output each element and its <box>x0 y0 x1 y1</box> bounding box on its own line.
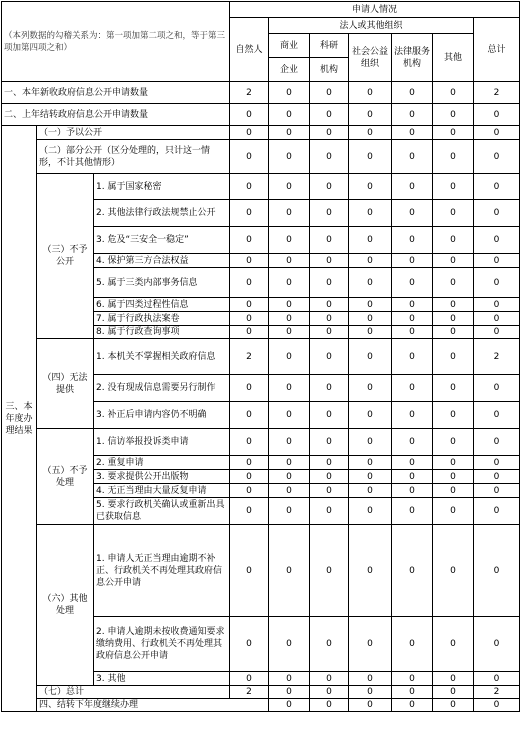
row-label: 四、结转下年度继续办理 <box>37 699 269 712</box>
cell-commercial: 0 <box>269 326 310 339</box>
row-unavailable-1 <box>2 339 520 375</box>
legal-group-header: 法人或其他组织 <box>269 18 474 34</box>
cell-legal-service: 0 <box>433 699 474 712</box>
cell-other: 0 <box>433 298 474 312</box>
cell-social-welfare: 0 <box>349 672 392 686</box>
cell-legal-service: 0 <box>392 82 433 104</box>
cell-legal-service: 0 <box>392 174 433 200</box>
cell-total: 0 <box>474 104 520 126</box>
cell-other: 0 <box>433 200 474 227</box>
cell-natural-person: 0 <box>230 126 269 140</box>
row-carried-over <box>2 104 520 126</box>
row-label: 7. 属于行政执法案卷 <box>94 312 230 326</box>
row-label: （七）总计 <box>37 686 230 699</box>
row-label: 8. 属于行政查询事项 <box>94 326 230 339</box>
cell-social-welfare: 0 <box>349 429 392 456</box>
cell-commercial: 0 <box>269 268 310 298</box>
cell-commercial: 0 <box>269 429 310 456</box>
cell-legal-service: 0 <box>392 617 433 672</box>
row-not-disclosed-1 <box>2 174 520 200</box>
cell-legal-service: 0 <box>392 525 433 617</box>
cell-total: 2 <box>474 339 520 375</box>
cell-social-welfare: 0 <box>349 174 392 200</box>
cell-legal-service: 0 <box>392 672 433 686</box>
row-not-processed-1 <box>2 429 520 456</box>
cell-natural-person: 0 <box>230 140 269 174</box>
cell-social-welfare: 0 <box>349 402 392 429</box>
cell-other: 0 <box>433 227 474 254</box>
legal-service-header: 法律服务机构 <box>392 34 433 82</box>
cell-legal-service: 0 <box>392 402 433 429</box>
cell-natural-person: 0 <box>230 375 269 402</box>
cell-natural-person: 0 <box>230 312 269 326</box>
cell-commercial: 0 <box>269 254 310 268</box>
cell-commercial: 0 <box>269 200 310 227</box>
cell-total: 0 <box>474 140 520 174</box>
cell-research: 0 <box>310 686 349 699</box>
cell-social-welfare: 0 <box>349 617 392 672</box>
cell-natural-person: 0 <box>230 104 269 126</box>
row-other-processing-1 <box>2 525 520 617</box>
cell-total: 0 <box>474 456 520 470</box>
cell-commercial: 0 <box>269 312 310 326</box>
cell-total: 0 <box>474 484 520 498</box>
cell-other: 0 <box>433 470 474 484</box>
row-label: 3. 补正后申请内容仍不明确 <box>94 402 230 429</box>
cell-research: 0 <box>310 312 349 326</box>
cell-social-welfare: 0 <box>349 339 392 375</box>
cell-natural-person: 0 <box>230 227 269 254</box>
row-label: 二、上年结转政府信息公开申请数量 <box>2 104 230 126</box>
cell-natural-person: 0 <box>230 484 269 498</box>
cell-other: 0 <box>474 699 520 712</box>
cell-legal-service: 0 <box>392 686 433 699</box>
cell-natural-person: 2 <box>230 686 269 699</box>
cell-research: 0 <box>310 402 349 429</box>
cell-social-welfare: 0 <box>349 200 392 227</box>
cell-legal-service: 0 <box>392 498 433 525</box>
cell-legal-service: 0 <box>392 227 433 254</box>
row-label: 4. 无正当理由大量反复申请 <box>94 484 230 498</box>
cell-other: 0 <box>433 82 474 104</box>
cell-legal-service: 0 <box>392 339 433 375</box>
cell-social-welfare: 0 <box>349 498 392 525</box>
cell-natural-person: 0 <box>230 174 269 200</box>
cell-research: 0 <box>310 617 349 672</box>
cell-other: 0 <box>433 126 474 140</box>
cell-commercial: 0 <box>269 456 310 470</box>
cell-other: 0 <box>433 339 474 375</box>
cell-research: 0 <box>310 484 349 498</box>
cell-other: 0 <box>433 498 474 525</box>
cell-social-welfare: 0 <box>349 298 392 312</box>
row-label: （一）予以公开 <box>37 126 230 140</box>
cell-social-welfare: 0 <box>349 326 392 339</box>
cell-other: 0 <box>433 254 474 268</box>
cell-research: 0 <box>310 82 349 104</box>
cell-legal-service: 0 <box>392 429 433 456</box>
row-label: 2. 其他法律行政法规禁止公开 <box>94 200 230 227</box>
row-label: 5. 属于三类内部事务信息 <box>94 268 230 298</box>
row-label: 5. 要求行政机关确认或重新出具已获取信息 <box>94 498 230 525</box>
cell-research: 0 <box>310 126 349 140</box>
row-new-requests <box>2 82 520 104</box>
cell-research: 0 <box>310 339 349 375</box>
cell-other: 0 <box>433 268 474 298</box>
cell-commercial: 0 <box>269 140 310 174</box>
total-header: 总计 <box>474 18 520 82</box>
cell-total: 0 <box>474 126 520 140</box>
cell-natural-person: 0 <box>230 429 269 456</box>
cell-commercial: 0 <box>269 484 310 498</box>
cell-social-welfare: 0 <box>349 484 392 498</box>
cell-other: 0 <box>433 456 474 470</box>
cell-legal-service: 0 <box>392 484 433 498</box>
row-label: 2. 没有现成信息需要另行制作 <box>94 375 230 402</box>
research-header-bottom: 机构 <box>310 58 349 82</box>
cell-commercial: 0 <box>269 525 310 617</box>
cell-natural-person: 0 <box>230 470 269 484</box>
cell-total: 0 <box>474 326 520 339</box>
cell-natural-person: 2 <box>230 82 269 104</box>
cell-legal-service: 0 <box>392 312 433 326</box>
row-label: 一、本年新收政府信息公开申请数量 <box>2 82 230 104</box>
header-note: （本列数据的勾稽关系为：第一项加第二项之和，等于第三项加第四项之和） <box>2 2 230 82</box>
row-label: 3. 其他 <box>94 672 230 686</box>
cell-legal-service: 0 <box>392 200 433 227</box>
cell-total: 0 <box>474 672 520 686</box>
row-label: 4. 保护第三方合法权益 <box>94 254 230 268</box>
cell-legal-service: 0 <box>392 104 433 126</box>
row-label: 1. 信访举报投诉类申请 <box>94 429 230 456</box>
cell-total: 0 <box>474 470 520 484</box>
cell-other: 0 <box>433 104 474 126</box>
group-not-disclosed-label: （三）不予公开 <box>37 174 94 339</box>
cell-social-welfare: 0 <box>349 126 392 140</box>
cell-natural-person: 0 <box>230 298 269 312</box>
cell-commercial: 0 <box>269 498 310 525</box>
cell-research: 0 <box>310 227 349 254</box>
cell-legal-service: 0 <box>392 254 433 268</box>
cell-social-welfare: 0 <box>349 456 392 470</box>
cell-commercial: 0 <box>269 686 310 699</box>
cell-social-welfare: 0 <box>349 82 392 104</box>
cell-natural-person: 0 <box>230 672 269 686</box>
cell-legal-service: 0 <box>392 126 433 140</box>
cell-commercial: 0 <box>269 104 310 126</box>
row-label: 1. 申请人无正当理由逾期不补正、行政机关不再处理其政府信息公开申请 <box>94 525 230 617</box>
cell-legal-service: 0 <box>392 456 433 470</box>
cell-total: 0 <box>474 429 520 456</box>
cell-total: 0 <box>474 312 520 326</box>
cell-natural-person: 0 <box>230 456 269 470</box>
cell-social-welfare: 0 <box>349 104 392 126</box>
cell-research: 0 <box>310 375 349 402</box>
cell-natural-person: 0 <box>230 254 269 268</box>
natural-person-header: 自然人 <box>230 18 269 82</box>
cell-total: 0 <box>474 254 520 268</box>
cell-social-welfare: 0 <box>349 227 392 254</box>
cell-other: 0 <box>433 686 474 699</box>
cell-other: 0 <box>433 429 474 456</box>
social-welfare-header: 社会公益组织 <box>349 34 392 82</box>
cell-commercial: 0 <box>269 375 310 402</box>
cell-natural-person: 0 <box>230 326 269 339</box>
cell-research: 0 <box>310 140 349 174</box>
cell-other: 0 <box>433 312 474 326</box>
cell-research: 0 <box>310 470 349 484</box>
cell-research: 0 <box>310 525 349 617</box>
row-label: （二）部分公开（区分处理的，只计这一情形，不计其他情形） <box>37 140 230 174</box>
cell-legal-service: 0 <box>392 140 433 174</box>
group-not-processed-label: （五）不予处理 <box>37 429 94 525</box>
cell-commercial: 0 <box>269 402 310 429</box>
group-unavailable-label: （四）无法提供 <box>37 339 94 429</box>
cell-other: 0 <box>433 525 474 617</box>
cell-legal-service: 0 <box>392 326 433 339</box>
cell-social-welfare: 0 <box>349 470 392 484</box>
row-label: 3. 要求提供公开出版物 <box>94 470 230 484</box>
cell-legal-service: 0 <box>392 375 433 402</box>
cell-other: 0 <box>433 484 474 498</box>
cell-natural-person: 0 <box>269 699 310 712</box>
cell-social-welfare: 0 <box>349 375 392 402</box>
cell-commercial: 0 <box>269 82 310 104</box>
cell-total: 0 <box>474 200 520 227</box>
cell-commercial: 0 <box>269 672 310 686</box>
cell-social-welfare: 0 <box>349 140 392 174</box>
cell-commercial: 0 <box>269 126 310 140</box>
cell-other: 0 <box>433 174 474 200</box>
row-partial-disclosure <box>2 140 520 174</box>
cell-natural-person: 0 <box>230 402 269 429</box>
row-carry-forward <box>2 699 520 712</box>
cell-social-welfare: 0 <box>392 699 433 712</box>
cell-total: 0 <box>474 617 520 672</box>
cell-total: 0 <box>474 174 520 200</box>
cell-research: 0 <box>310 498 349 525</box>
row-label: 2. 申请人逾期未按收费通知要求缴纳费用、行政机关不再处理其政府信息公开申请 <box>94 617 230 672</box>
cell-legal-service: 0 <box>392 470 433 484</box>
row-label: 2. 重复申请 <box>94 456 230 470</box>
cell-total: 0 <box>474 498 520 525</box>
cell-social-welfare: 0 <box>349 686 392 699</box>
row-label: 1. 属于国家秘密 <box>94 174 230 200</box>
commercial-header-bottom: 企业 <box>269 58 310 82</box>
cell-total: 2 <box>474 686 520 699</box>
cell-total: 0 <box>474 227 520 254</box>
cell-research: 0 <box>310 672 349 686</box>
cell-commercial: 0 <box>269 617 310 672</box>
cell-total: 2 <box>474 82 520 104</box>
cell-commercial: 0 <box>269 470 310 484</box>
cell-social-welfare: 0 <box>349 254 392 268</box>
cell-social-welfare: 0 <box>349 525 392 617</box>
cell-social-welfare: 0 <box>349 268 392 298</box>
cell-natural-person: 0 <box>230 498 269 525</box>
cell-other: 0 <box>433 402 474 429</box>
cell-other: 0 <box>433 375 474 402</box>
row-label: 6. 属于四类过程性信息 <box>94 298 230 312</box>
row-disclosed <box>2 126 520 140</box>
cell-social-welfare: 0 <box>349 312 392 326</box>
row-label: 1. 本机关不掌握相关政府信息 <box>94 339 230 375</box>
cell-research: 0 <box>310 326 349 339</box>
cell-other: 0 <box>433 672 474 686</box>
cell-natural-person: 0 <box>230 268 269 298</box>
cell-research: 0 <box>310 298 349 312</box>
gov-info-disclosure-table <box>1 1 520 712</box>
cell-natural-person: 0 <box>230 617 269 672</box>
research-header-top: 科研 <box>310 34 349 58</box>
cell-total: 0 <box>474 402 520 429</box>
cell-research: 0 <box>310 104 349 126</box>
cell-research: 0 <box>310 254 349 268</box>
cell-other: 0 <box>433 140 474 174</box>
cell-natural-person: 2 <box>230 339 269 375</box>
cell-total: 0 <box>474 268 520 298</box>
commercial-header-top: 商业 <box>269 34 310 58</box>
group-other-processing-label: （六）其他处理 <box>37 525 94 686</box>
cell-other: 0 <box>433 326 474 339</box>
row-label: 3. 危及“三安全一稳定” <box>94 227 230 254</box>
cell-commercial: 0 <box>269 227 310 254</box>
cell-natural-person: 0 <box>230 200 269 227</box>
cell-research: 0 <box>310 456 349 470</box>
cell-research: 0 <box>310 200 349 227</box>
cell-other: 0 <box>433 617 474 672</box>
section-results-label: 三、本年度办理结果 <box>2 126 37 712</box>
cell-research: 0 <box>310 174 349 200</box>
cell-research: 0 <box>310 429 349 456</box>
cell-total: 0 <box>474 525 520 617</box>
cell-commercial: 0 <box>269 298 310 312</box>
cell-total: 0 <box>474 298 520 312</box>
cell-natural-person: 0 <box>230 525 269 617</box>
applicant-status-header: 申请人情况 <box>230 2 520 18</box>
cell-legal-service: 0 <box>392 268 433 298</box>
cell-commercial: 0 <box>269 174 310 200</box>
cell-total: 0 <box>474 375 520 402</box>
cell-research: 0 <box>310 268 349 298</box>
cell-research: 0 <box>349 699 392 712</box>
cell-commercial: 0 <box>310 699 349 712</box>
cell-legal-service: 0 <box>392 298 433 312</box>
other-header: 其他 <box>433 34 474 82</box>
cell-commercial: 0 <box>269 339 310 375</box>
row-results-total <box>2 686 520 699</box>
